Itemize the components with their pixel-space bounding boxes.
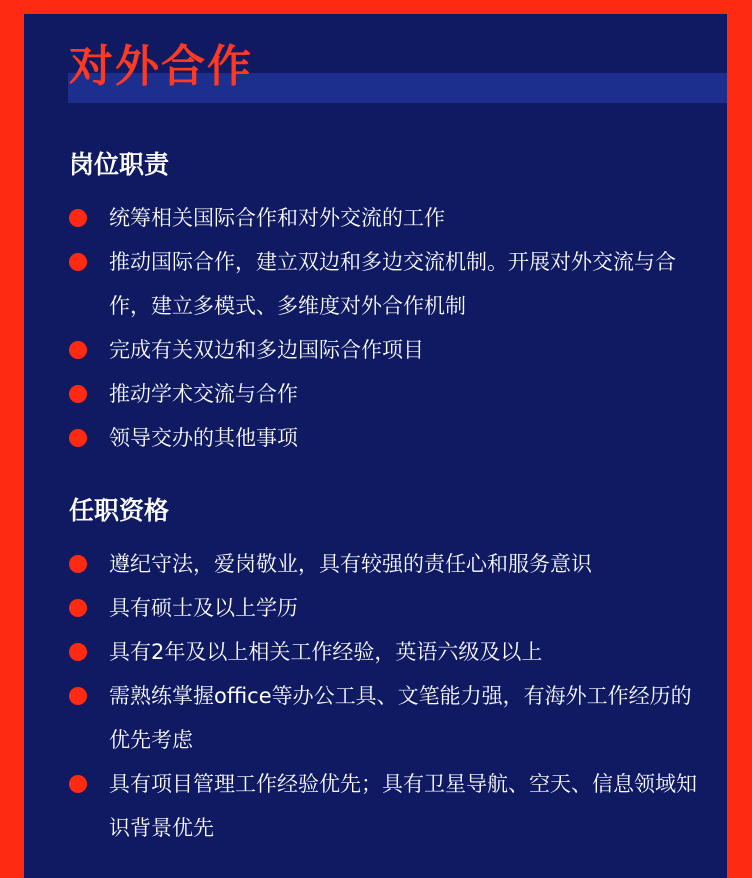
list-item — [69, 674, 709, 762]
list-item-text: 具有硕士及以上学历 — [109, 596, 298, 620]
list-item-text: 统筹相关国际合作和对外交流的工作 — [109, 206, 445, 230]
list-item-text: 完成有关双边和多边国际合作项目 — [109, 338, 424, 362]
qualifications-list — [69, 542, 709, 850]
list-item — [69, 586, 709, 630]
bullet-dot-icon — [69, 555, 87, 573]
list-item-text: 推动学术交流与合作 — [109, 382, 298, 406]
list-item-text: 领导交办的其他事项 — [109, 426, 298, 450]
list-item — [69, 328, 709, 372]
bullet-dot-icon — [69, 209, 87, 227]
bullet-dot-icon — [69, 687, 87, 705]
list-item — [69, 416, 709, 460]
list-item-text: 具有项目管理工作经验优先；具有卫星导航、空天、信息领域知识背景优先 — [109, 772, 697, 840]
duties-list — [69, 196, 709, 460]
list-item-text: 遵纪守法，爱岗敬业，具有较强的责任心和服务意识 — [109, 552, 592, 576]
list-item — [69, 762, 709, 850]
page-title: 对外合作 — [69, 41, 253, 92]
bullet-dot-icon — [69, 775, 87, 793]
bullet-dot-icon — [69, 599, 87, 617]
list-item-text: 需熟练掌握office等办公工具、文笔能力强，有海外工作经历的优先考虑 — [109, 684, 692, 752]
list-item-text: 具有2年及以上相关工作经验，英语六级及以上 — [109, 640, 543, 664]
list-item — [69, 372, 709, 416]
section-heading-duties: 岗位职责 — [69, 150, 170, 179]
list-item-text: 推动国际合作，建立双边和多边交流机制。开展对外交流与合作，建立多模式、多维度对外合作机制 — [109, 250, 676, 318]
section-qualifications — [69, 494, 709, 850]
bullet-dot-icon — [69, 253, 87, 271]
bullet-dot-icon — [69, 643, 87, 661]
bullet-dot-icon — [69, 385, 87, 403]
list-item — [69, 542, 709, 586]
list-item — [69, 196, 709, 240]
content-panel — [24, 14, 727, 878]
list-item — [69, 240, 709, 328]
bullet-dot-icon — [69, 341, 87, 359]
list-item — [69, 630, 709, 674]
bullet-dot-icon — [69, 429, 87, 447]
section-heading-qualifications: 任职资格 — [69, 496, 170, 525]
section-duties — [69, 148, 709, 460]
